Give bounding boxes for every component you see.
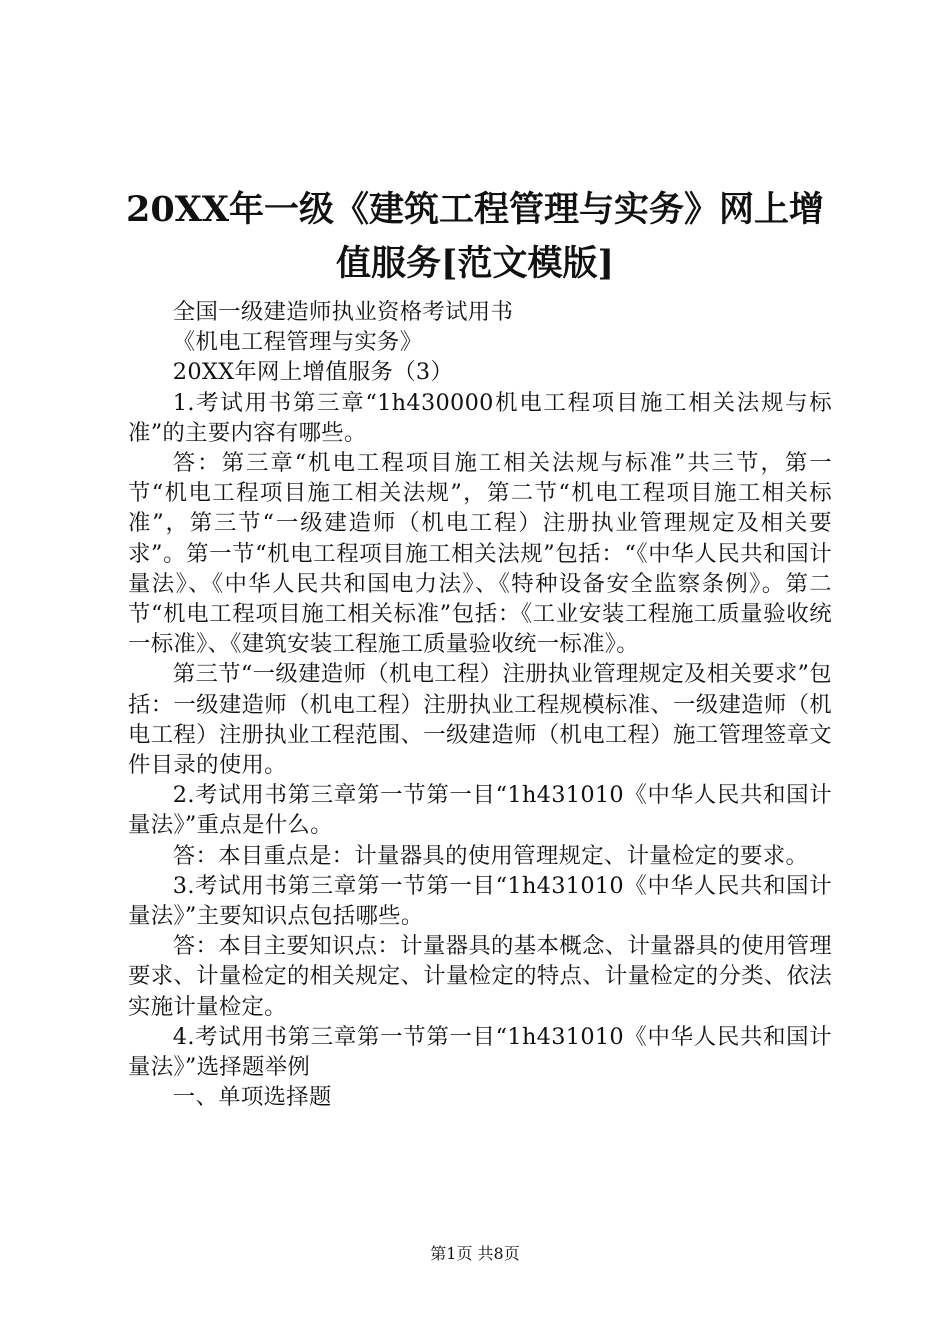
document-body xyxy=(128,297,832,1112)
paragraph-book-title: 《机电工程管理与实务》 xyxy=(172,329,423,356)
paragraph-answer-1: 答：第三章“机电工程项目施工相关法规与标准”共三节，第一节“机电工程项目施工相关法规”，第二节“机电工程项目施工相关标准”，第三节“一级建造师（机电工程）注册执业管理规定及相关要求”。第一节“机电工程项目施工相关法规”包括：“《中华人民共和国计量法》、《中华人民共和国电力法》、《特种设备安全监察条例》。第二节“机电工程项目施工相关标准”包括：《工业安装工程施工质量验收统一标准》、《建筑安装工程施工质量验收统一标准》。 xyxy=(128,450,832,658)
paragraph-question-4: 4.考试用书第三章第一节第一目“1h431010《中华人民共和国计量法》”选择题举例 xyxy=(128,1023,832,1081)
paragraph-answer-3: 答：本目主要知识点：计量器具的基本概念、计量器具的使用管理要求、计量检定的相关规定、计量检定的特点、计量检定的分类、依法实施计量检定。 xyxy=(128,933,832,1020)
document-title-line-1: 20XX年一级《建筑工程管理与实务》网上增 xyxy=(125,189,825,230)
paragraph-service-edition: 20XX年网上增值服务（3） xyxy=(172,359,454,386)
paragraph-question-3: 3.考试用书第三章第一节第一目“1h431010《中华人民共和国计量法》”主要知识点包括哪些。 xyxy=(128,872,832,930)
paragraph-book-series: 全国一级建造师执业资格考试用书 xyxy=(172,299,514,325)
page-number-footer: 第1页 共8页 xyxy=(430,1244,520,1263)
paragraph-question-2: 2.考试用书第三章第一节第一目“1h431010《中华人民共和国计量法》”重点是什么。 xyxy=(128,782,832,839)
paragraph-answer-2: 答：本目重点是：计量器具的使用管理规定、计量检定的要求。 xyxy=(172,842,809,869)
paragraph-section-heading: 一、单项选择题 xyxy=(172,1084,332,1111)
document-title-line-2: 值服务[范文模版] xyxy=(335,243,615,284)
paragraph-answer-1-continued: 第三节“一级建造师（机电工程）注册执业管理规定及相关要求”包括：一级建造师（机电工程）注册执业工程规模标准、一级建造师（机电工程）注册执业工程范围、一级建造师（机电工程）施工管理签章文件目录的使用。 xyxy=(128,661,832,779)
paragraph-question-1: 1.考试用书第三章“1h430000机电工程项目施工相关法规与标准”的主要内容有哪些。 xyxy=(128,389,832,446)
